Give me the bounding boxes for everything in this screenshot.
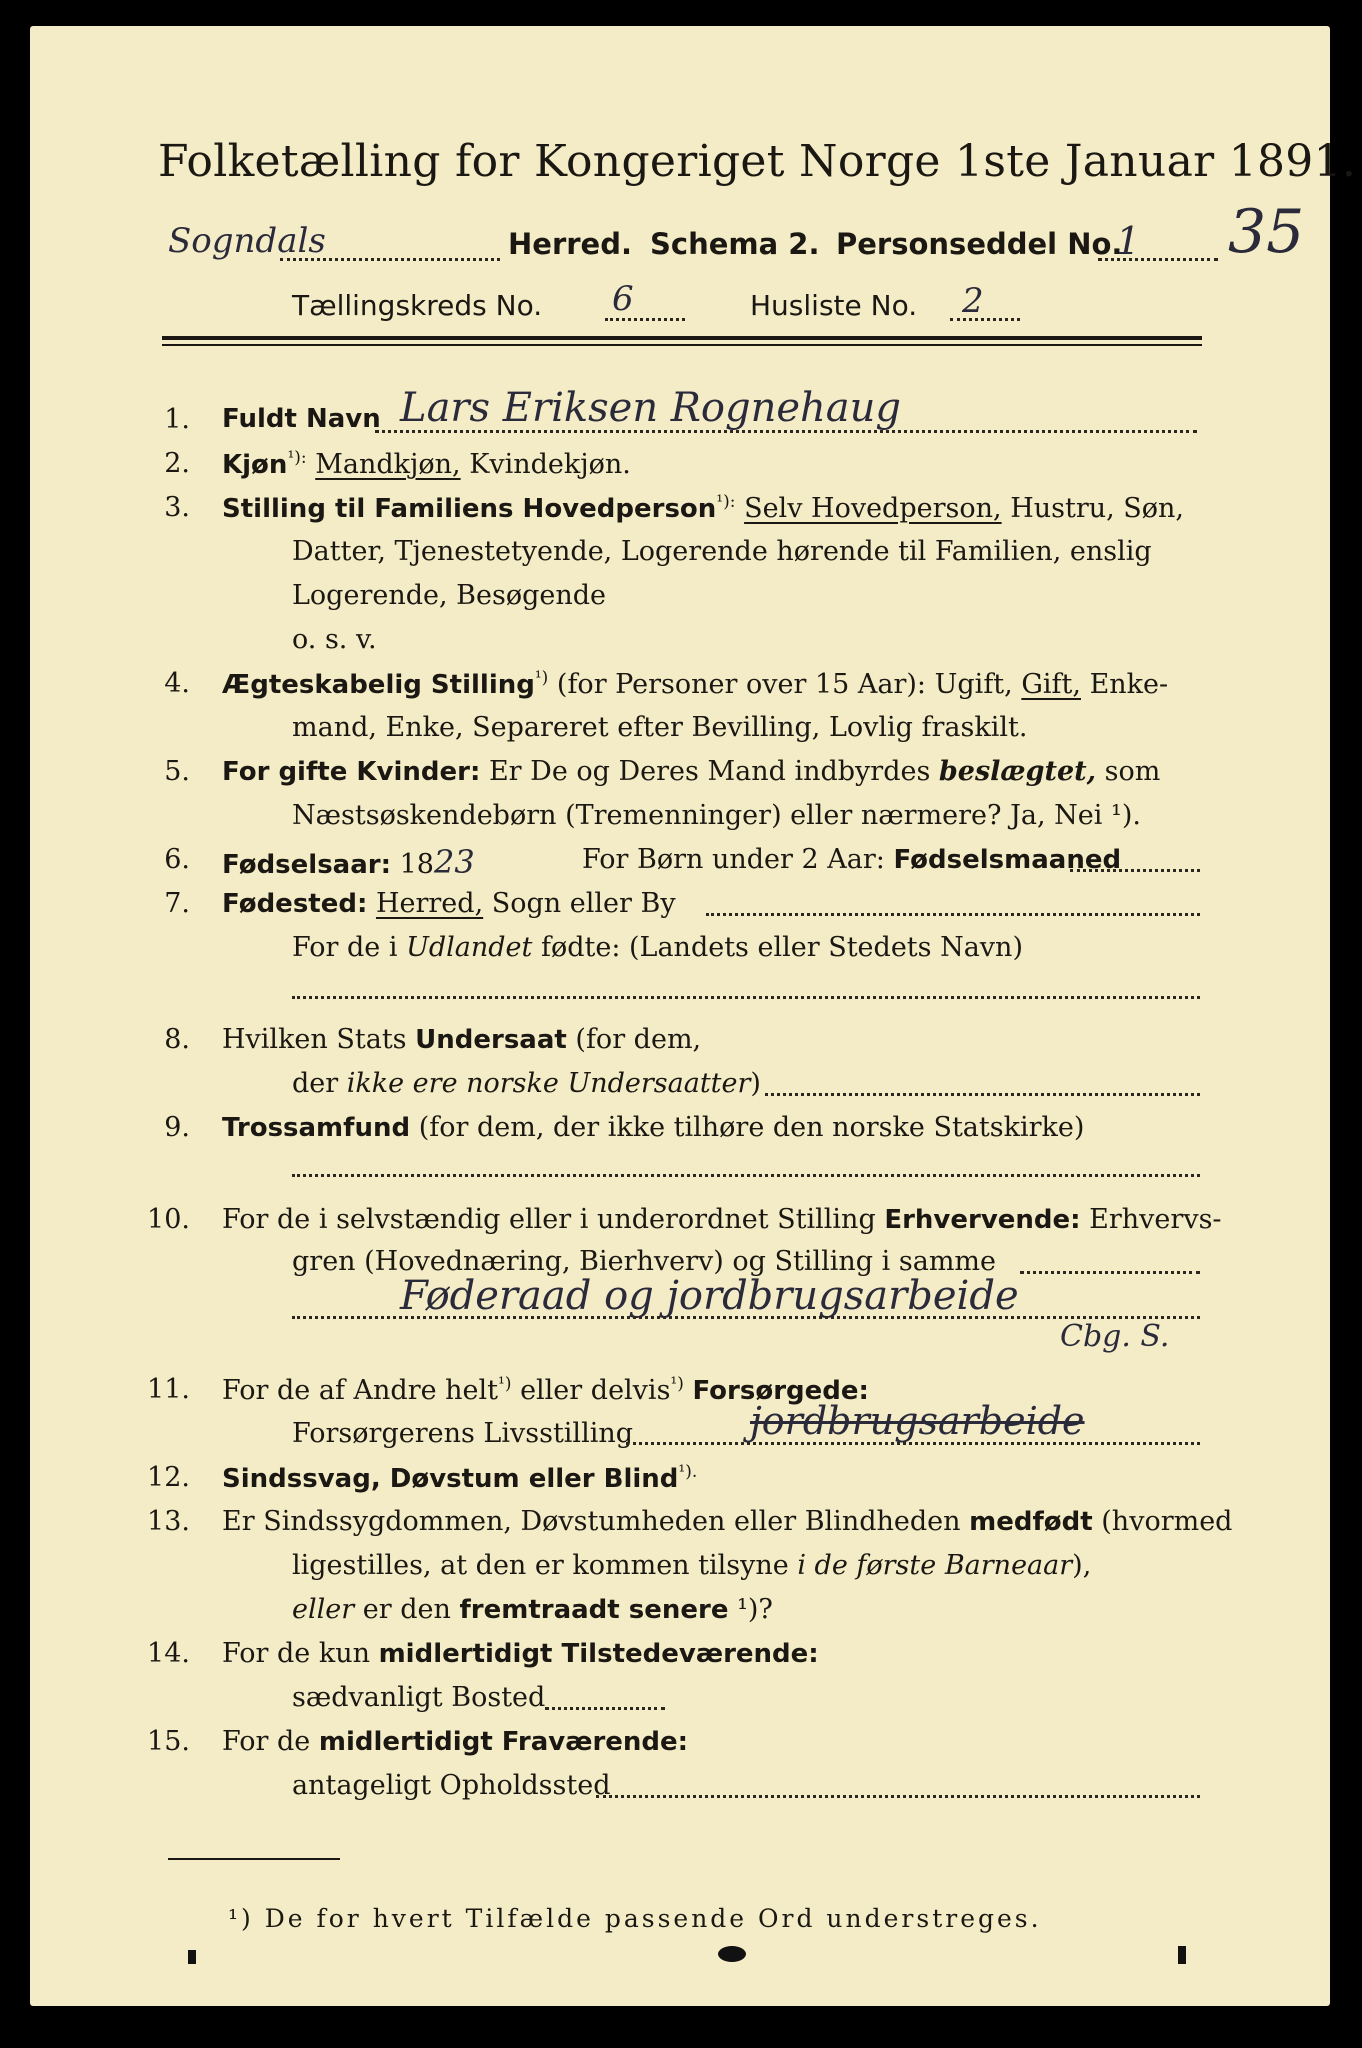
q7-line2-em: Udlandet	[406, 932, 533, 963]
q5-line2: Næstsøskendebørn (Tremenninger) eller nærmere? Ja, Nei ¹).	[292, 800, 1141, 831]
q10-text1: For de i selvstændig eller i underordnet Stilling	[222, 1204, 876, 1235]
q7-rest: Sogn eller By	[491, 888, 676, 919]
printer-mark-center	[718, 1946, 746, 1962]
q12-sup: ¹).	[678, 1462, 698, 1482]
q15-dots	[596, 1795, 1200, 1798]
q15-text: For de	[222, 1726, 311, 1757]
q10-line2: gren (Hovednæring, Bierhverv) og Stilling i samme	[292, 1246, 997, 1277]
q10-number: 10.	[147, 1204, 190, 1235]
q7-line2-b: fødte: (Landets eller Stedets Navn)	[540, 932, 1023, 963]
q2-option-kvindekjon: Kvindekjøn.	[469, 449, 631, 480]
q6-number: 6.	[164, 844, 190, 875]
q13-line2-b: ),	[1072, 1550, 1092, 1581]
kreds-label: Tællingskreds No.	[292, 289, 543, 322]
q2-label: Kjøn	[222, 450, 288, 480]
q2-sup: ¹):	[287, 448, 307, 468]
q3-sup: ¹):	[716, 492, 736, 512]
q15-line2: antageligt Opholdssted	[292, 1770, 611, 1801]
q11-text2: eller delvis	[520, 1375, 671, 1406]
q11-line2: Forsørgerens Livsstilling	[292, 1418, 634, 1449]
q8-line2-em: ikke ere norske Undersaatter	[346, 1068, 751, 1099]
q11-label: Forsørgede:	[692, 1376, 869, 1406]
q10-label: Erhvervende:	[884, 1205, 1081, 1235]
q11-dots	[626, 1442, 1200, 1445]
q2-number: 2.	[164, 448, 190, 479]
census-form-page: Folketælling for Kongeriget Norge 1ste Januar 1891. Sogndals Herred. Schema 2. Personseddel No. 1 35 Tællingskreds No. 6 Husliste No. 2 1. Fuldt Navn Lars Eriksen Rognehaug 2. Kjøn$^{^1):}$ Mandkjøn, Kvindekjøn. 3. Stilling til Familiens Hovedperson$^{^1):}$ Selv Hovedperson, Hustru, Søn, Datter, Tjenestetyende, Logerende hørende til Familien, enslig Logerende, Besøgende o. s. v. 4. Ægteskabelig Stilling$^{^1)}$ (for Personer over 15 Aar): Ugift, Gift, Enke- mand, Enke, Separeret efter Bevilling, Lovlig fraskilt. 5. For gifte Kvinder: Er De og Deres Mand indbyrdes beslægtet, som Næstsøskendebørn (Tremenninger) eller nærmere? Ja, Nei ¹). 6. Fødselsaar: 1823 For Børn under 2 Aar: Fødselsmaaned 7. Fødested: Herred, Sogn eller By For de i Udlandet fødte: (Landets eller Stedets Navn) 8. Hvilken Stats Undersaat (for dem, der ikke ere norske Undersaatter) 9. Trossamfund (for dem, der ikke tilhøre den norske Statskirke) 10. For de i selvstændig eller i underordnet Stilling Erhvervende: Erhvervs- gren (Hovednæring, Bierhverv) og Stilling i samme Føderaad og jordbrugsarbeide Cbg. S. 11. For de af Andre helt$^{^1)}$ eller delvis$^{^1)}$ Forsørgede: Forsørgerens Livsstilling jordbrugsarbeide 12. Sindssvag, Døvstum eller Blind$^{^1).}$ 13. Er Sindssygdommen, Døvstumheden eller Blindheden medfødt (hvormed ligestilles, at den er kommen tilsyne i de første Barneaar), eller er den fremtraadt senere ¹)? 14. For de kun midlertidigt Tilstedeværende: sædvanligt Bosted 15. For de midlertidigt Fraværende: antageligt Opholdssted ¹) De for hvert Tilfælde passende Ord understreges.	[30, 26, 1330, 2006]
personseddel-label: Personseddel No.	[836, 227, 1123, 261]
kreds-dots	[605, 318, 685, 321]
q7-line2-a: For de i	[292, 932, 398, 963]
q7-option-herred: Herred,	[375, 888, 484, 919]
q10-code-handwritten: Cbg. S.	[1060, 1319, 1170, 1354]
q13-label: medfødt	[969, 1507, 1093, 1537]
q4-text: (for Personer over 15 Aar):	[556, 669, 927, 700]
q12-number: 12.	[147, 1462, 190, 1493]
q1-number: 1.	[164, 404, 190, 435]
q4-sup: ¹)	[534, 668, 549, 688]
q9-blank-dots	[292, 1174, 1200, 1177]
q6-year-handwritten: 23	[433, 843, 475, 881]
q3-number: 3.	[164, 492, 190, 523]
q7-blank-dots	[292, 996, 1200, 999]
q8-dots	[765, 1093, 1200, 1096]
q8-line2-a: der	[292, 1068, 339, 1099]
q13-line3-b: ¹)?	[737, 1594, 773, 1625]
q8-label: Undersaat	[415, 1025, 567, 1055]
q8-text2: (for dem,	[575, 1024, 702, 1055]
q14-line2: sædvanligt Bosted	[292, 1682, 546, 1713]
q4-line2: mand, Enke, Separeret efter Bevilling, Lovlig fraskilt.	[292, 712, 1028, 743]
q10-line2-dots	[1020, 1271, 1200, 1274]
schema-label: Schema 2.	[650, 227, 820, 261]
q7-number: 7.	[164, 888, 190, 919]
q6-dots	[1070, 869, 1200, 872]
q4-option-ugift: Ugift,	[934, 669, 1013, 700]
q14-dots	[545, 1707, 665, 1710]
q6-prefix: 18	[399, 849, 434, 880]
q5-emphasis: beslægtet,	[938, 756, 1096, 787]
q9-number: 9.	[164, 1112, 190, 1143]
footnote-rule	[168, 1858, 340, 1860]
personseddel-handwritten: 1	[1116, 219, 1141, 263]
q1-dots	[375, 430, 1197, 433]
q2-option-mandkjon: Mandkjøn,	[315, 449, 461, 480]
q10-occupation-handwritten: Føderaad og jordbrugsarbeide	[400, 1273, 1019, 1319]
q13-line2-a: ligestilles, at den er kommen tilsyne	[292, 1550, 789, 1581]
q10-end: Erhvervs-	[1089, 1204, 1222, 1235]
husliste-label: Husliste No.	[750, 289, 918, 322]
q15-label: midlertidigt Fraværende:	[318, 1727, 689, 1757]
q13-line3-em: eller	[292, 1594, 355, 1625]
q3-line4: o. s. v.	[292, 624, 377, 655]
header-rule	[162, 336, 1202, 340]
header-rule-thin	[162, 344, 1202, 346]
q14-number: 14.	[147, 1638, 190, 1669]
margin-number-handwritten: 35	[1228, 197, 1305, 267]
q5-label: For gifte Kvinder:	[222, 757, 481, 787]
q14-label: midlertidigt Tilstedeværende:	[378, 1639, 819, 1669]
q8-text1: Hvilken Stats	[222, 1024, 407, 1055]
herred-dots	[280, 258, 500, 261]
q13-line3-label: fremtraadt senere	[459, 1595, 729, 1625]
q15-number: 15.	[147, 1726, 190, 1757]
q11-struck-handwritten: jordbrugsarbeide	[750, 1399, 1085, 1443]
q6-label: Fødselsaar:	[222, 850, 391, 880]
q5-end: som	[1104, 756, 1161, 787]
printer-mark-left	[188, 1950, 196, 1964]
q6-label2: Fødselsmaaned	[893, 845, 1122, 875]
q3-options-rest: Hustru, Søn,	[1010, 493, 1185, 524]
q4-number: 4.	[164, 668, 190, 699]
q4-option-enke: Enke-	[1089, 669, 1169, 700]
kreds-handwritten: 6	[612, 279, 634, 319]
q13-line2-em: i de første Barneaar	[797, 1550, 1073, 1581]
herred-handwritten: Sogndals	[168, 221, 326, 261]
q11-number: 11.	[147, 1374, 190, 1405]
q3-line3: Logerende, Besøgende	[292, 580, 606, 611]
personseddel-dots	[1098, 258, 1218, 261]
q7-label: Fødested:	[222, 889, 368, 919]
q8-number: 8.	[164, 1024, 190, 1055]
husliste-handwritten: 2	[962, 281, 984, 321]
q13-text2: (hvormed	[1101, 1506, 1233, 1537]
husliste-dots	[950, 318, 1020, 321]
q13-text1: Er Sindssygdommen, Døvstumheden eller Blindheden	[222, 1506, 961, 1537]
q13-line3-a: er den	[362, 1594, 451, 1625]
q1-label: Fuldt Navn	[222, 404, 381, 434]
footnote-text: ¹) De for hvert Tilfælde passende Ord understreges.	[228, 1904, 1042, 1933]
q14-text: For de kun	[222, 1638, 370, 1669]
q6-text: For Børn under 2 Aar:	[582, 844, 885, 875]
q7-dots	[706, 913, 1200, 916]
q4-label: Ægteskabelig Stilling	[222, 670, 535, 700]
q4-option-gift: Gift,	[1021, 669, 1081, 700]
q11-text1: For de af Andre helt	[222, 1375, 499, 1406]
herred-label: Herred.	[508, 227, 632, 261]
q3-label: Stilling til Familiens Hovedperson	[222, 494, 717, 524]
q3-option-selv-hovedperson: Selv Hovedperson,	[744, 493, 1002, 524]
printer-mark-right	[1178, 1946, 1186, 1964]
q9-text: (for dem, der ikke tilhøre den norske Statskirke)	[418, 1112, 1085, 1143]
q1-name-handwritten: Lars Eriksen Rognehaug	[400, 385, 902, 431]
q9-label: Trossamfund	[222, 1113, 411, 1143]
q13-number: 13.	[147, 1506, 190, 1537]
form-title: Folketælling for Kongeriget Norge 1ste Januar 1891.	[158, 136, 1357, 187]
q12-label: Sindssvag, Døvstum eller Blind	[222, 1464, 679, 1494]
q3-line2: Datter, Tjenestetyende, Logerende hørende til Familien, enslig	[292, 536, 1152, 567]
q5-text: Er De og Deres Mand indbyrdes	[488, 756, 931, 787]
q5-number: 5.	[164, 756, 190, 787]
